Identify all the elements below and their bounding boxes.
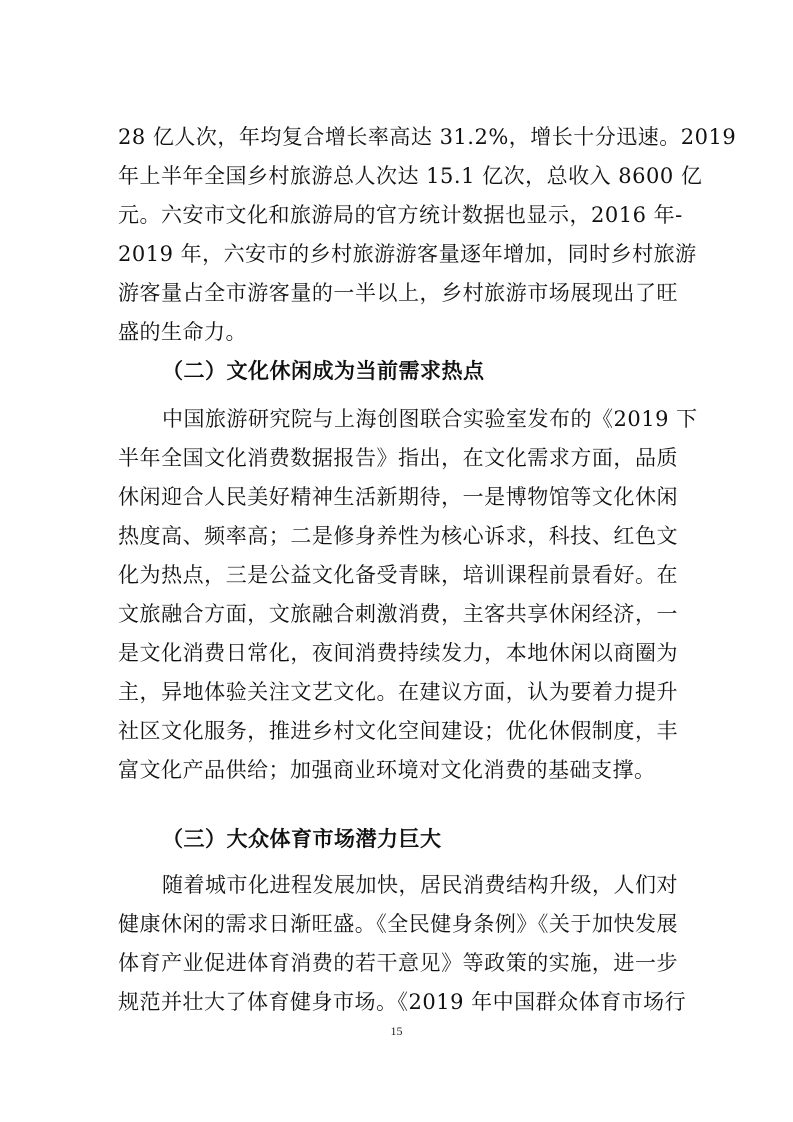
text-line: 休闲迎合人民美好精神生活新期待，一是博物馆等文化休闲 (118, 485, 678, 509)
paragraph-sports-market (118, 866, 687, 1022)
text-line: 半年全国文化消费数据报告》指出，在文化需求方面，品质 (118, 446, 678, 470)
text-line: 主，异地体验关注文艺文化。在建议方面，认为要着力提升 (118, 680, 678, 704)
text-line: 游客量占全市游客量的一半以上，乡村旅游市场展现出了旺 (118, 281, 678, 305)
paragraph-culture-leisure (118, 400, 698, 790)
text-line: 规范并壮大了体育健身市场。《2019 年中国群众体育市场行 (118, 990, 687, 1014)
section-heading-culture (118, 352, 678, 391)
text-line: 年上半年全国乡村旅游总人次达 15.1 亿次，总收入 8600 亿 (118, 164, 703, 188)
page-number: 15 (390, 1024, 403, 1038)
paragraph-rural-tourism (118, 118, 737, 352)
text-line: 体育产业促进体育消费的若干意见》等政策的实施，进一步 (118, 951, 678, 975)
text-line: 热度高、频率高；二是修身养性为核心诉求，科技、红色文 (118, 524, 678, 548)
text-line: 中国旅游研究院与上海创图联合实验室发布的《2019 下 (162, 407, 698, 431)
text-line: 随着城市化进程发展加快，居民消费结构升级，人们对 (162, 873, 678, 897)
text-line: 是文化消费日常化，夜间消费持续发力，本地休闲以商圈为 (118, 641, 678, 665)
text-line: 化为热点，三是公益文化备受青睐，培训课程前景看好。在 (118, 563, 678, 587)
text-line: 28 亿人次，年均复合增长率高达 31.2%，增长十分迅速。2019 (118, 125, 737, 149)
text-line: 富文化产品供给；加强商业环境对文化消费的基础支撑。 (118, 758, 656, 782)
text-line: 盛的生命力。 (118, 320, 247, 344)
text-line: 2019 年，六安市的乡村旅游游客量逐年增加，同时乡村旅游 (118, 242, 697, 266)
text-line: 元。六安市文化和旅游局的官方统计数据也显示，2016 年- (118, 203, 683, 227)
text-line: 健康休闲的需求日渐旺盛。《全民健身条例》《关于加快发展 (118, 912, 678, 936)
section-heading: （二）文化休闲成为当前需求热点 (162, 359, 485, 383)
section-heading: （三）大众体育市场潜力巨大 (162, 827, 442, 851)
text-line: 社区文化服务，推进乡村文化空间建设；优化休假制度，丰 (118, 719, 678, 743)
section-heading-sports (118, 820, 678, 859)
text-line: 文旅融合方面，文旅融合刺激消费，主客共享休闲经济，一 (118, 602, 678, 626)
